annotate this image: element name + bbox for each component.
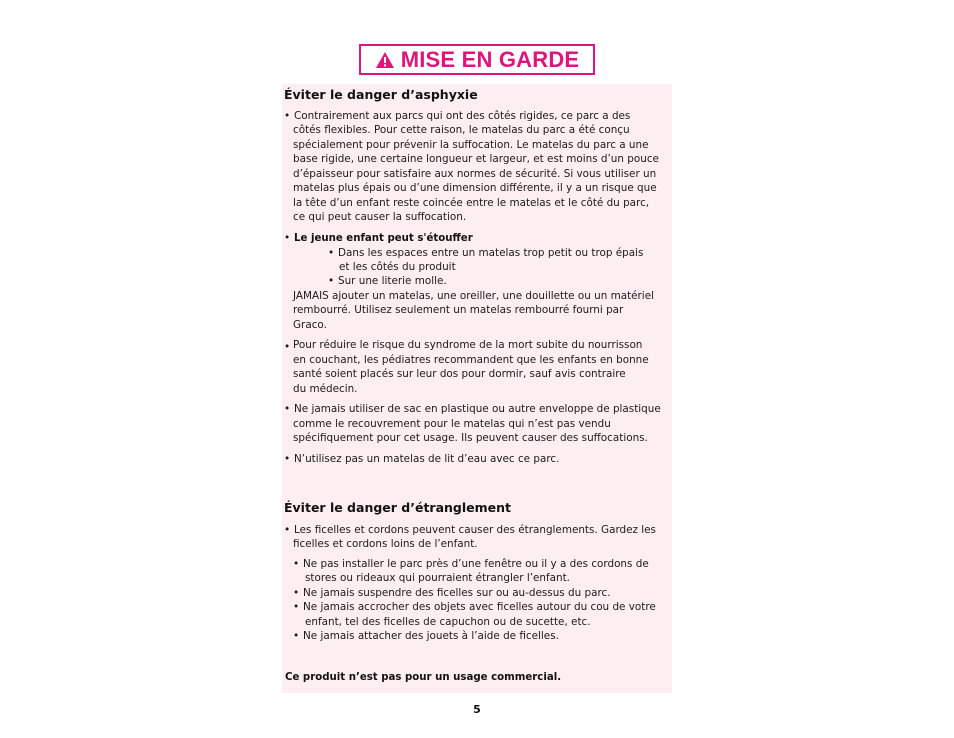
asphyxie-p5-line: N’utilisez pas un matelas de lit d’eau avec ce parc. bbox=[294, 453, 560, 465]
asphyxie-p1-line: spécialement pour prévenir la suffocation. Le matelas du parc a une bbox=[293, 139, 649, 151]
bullet-marker: • bbox=[284, 453, 291, 465]
bullet-marker: • bbox=[293, 587, 300, 599]
asphyxie-p4-line: spécifiquement pour cet usage. Ils peuvent causer des suffocations. bbox=[293, 432, 648, 444]
warning-title: MISE EN GARDE bbox=[400, 46, 580, 72]
asphyxie-p1-line: ce qui peut causer la suffocation. bbox=[293, 211, 467, 223]
bullet-marker: • bbox=[293, 558, 300, 570]
etranglement-p1-line: Les ficelles et cordons peuvent causer des étranglements. Gardez les bbox=[294, 524, 656, 536]
asphyxie-p3-line: santé soient placés sur leur dos pour dormir, sauf avis contraire bbox=[293, 368, 626, 380]
asphyxie-p3-line: du médecin. bbox=[293, 383, 358, 395]
asphyxie-p1-line: d’épaisseur pour satisfaire aux normes de sécurité. Si vous utiliser un bbox=[293, 168, 657, 180]
bullet-marker: • bbox=[284, 110, 291, 122]
heading-asphyxie: Éviter le danger d’asphyxie bbox=[284, 87, 478, 102]
bullet-marker: • bbox=[293, 601, 300, 613]
bullet-marker: • bbox=[293, 630, 300, 642]
asphyxie-p2-sub-line: Sur une literie molle. bbox=[338, 275, 447, 287]
asphyxie-p1-line: base rigide, une certaine longueur et largeur, et est moins d’un pouce bbox=[293, 153, 659, 165]
etranglement-sub-line: Ne jamais suspendre des ficelles sur ou au-dessus du parc. bbox=[303, 587, 611, 599]
etranglement-sub-line: Ne pas installer le parc près d’une fenêtre ou il y a des cordons de bbox=[303, 558, 649, 570]
asphyxie-p2-bold: Le jeune enfant peut s'étouffer bbox=[294, 233, 473, 244]
bullet-marker: • bbox=[328, 275, 335, 287]
warning-banner bbox=[359, 44, 595, 75]
asphyxie-p3-line: en couchant, les pédiatres recommandent que les enfants en bonne bbox=[293, 354, 649, 366]
etranglement-sub-line: stores ou rideaux qui pourraient étrangler l’enfant. bbox=[305, 572, 570, 584]
asphyxie-p2-sub-line: et les côtés du produit bbox=[339, 261, 456, 273]
asphyxie-p2-line: JAMAIS ajouter un matelas, une oreiller, une douillette ou un matériel bbox=[293, 290, 654, 302]
asphyxie-p1-line: la tête d’un enfant reste coincée entre le matelas et le côté du parc, bbox=[293, 197, 650, 209]
warning-triangle-icon bbox=[375, 51, 395, 69]
footer-note: Ce produit n’est pas pour un usage commercial. bbox=[285, 672, 562, 683]
asphyxie-p3-line: Pour réduire le risque du syndrome de la mort subite du nourrisson bbox=[293, 339, 643, 351]
etranglement-sub-line: Ne jamais attacher des jouets à l’aide de ficelles. bbox=[303, 630, 559, 642]
bullet-marker: • bbox=[328, 247, 335, 259]
asphyxie-p1-line: côtés flexibles. Pour cette raison, le matelas du parc a été conçu bbox=[293, 124, 630, 136]
asphyxie-p2-sub-line: Dans les espaces entre un matelas trop petit ou trop épais bbox=[338, 247, 644, 259]
bullet-marker: • bbox=[284, 341, 291, 353]
heading-etranglement: Éviter le danger d’étranglement bbox=[284, 500, 512, 515]
asphyxie-p1-line: Contrairement aux parcs qui ont des côtés rigides, ce parc a des bbox=[294, 110, 631, 122]
asphyxie-p4-line: Ne jamais utiliser de sac en plastique ou autre enveloppe de plastique bbox=[294, 403, 661, 415]
asphyxie-p1-line: matelas plus épais ou d’une dimension différente, il y a un risque que bbox=[293, 182, 657, 194]
asphyxie-p2-line: rembourré. Utilisez seulement un matelas rembourré fourni par bbox=[293, 304, 624, 316]
etranglement-sub-line: enfant, tel des ficelles de capuchon ou de sucette, etc. bbox=[305, 616, 591, 628]
etranglement-p1-line: ficelles et cordons loins de l’enfant. bbox=[293, 538, 478, 550]
etranglement-sub-line: Ne jamais accrocher des objets avec ficelles autour du cou de votre bbox=[303, 601, 656, 613]
bullet-marker: • bbox=[284, 524, 291, 536]
asphyxie-p2-line: Graco. bbox=[293, 319, 327, 331]
asphyxie-p4-line: comme le recouvrement pour le matelas qui n’est pas vendu bbox=[293, 418, 611, 430]
bullet-marker: • bbox=[284, 232, 291, 244]
page-number: 5 bbox=[473, 703, 481, 716]
bullet-marker: • bbox=[284, 403, 291, 415]
